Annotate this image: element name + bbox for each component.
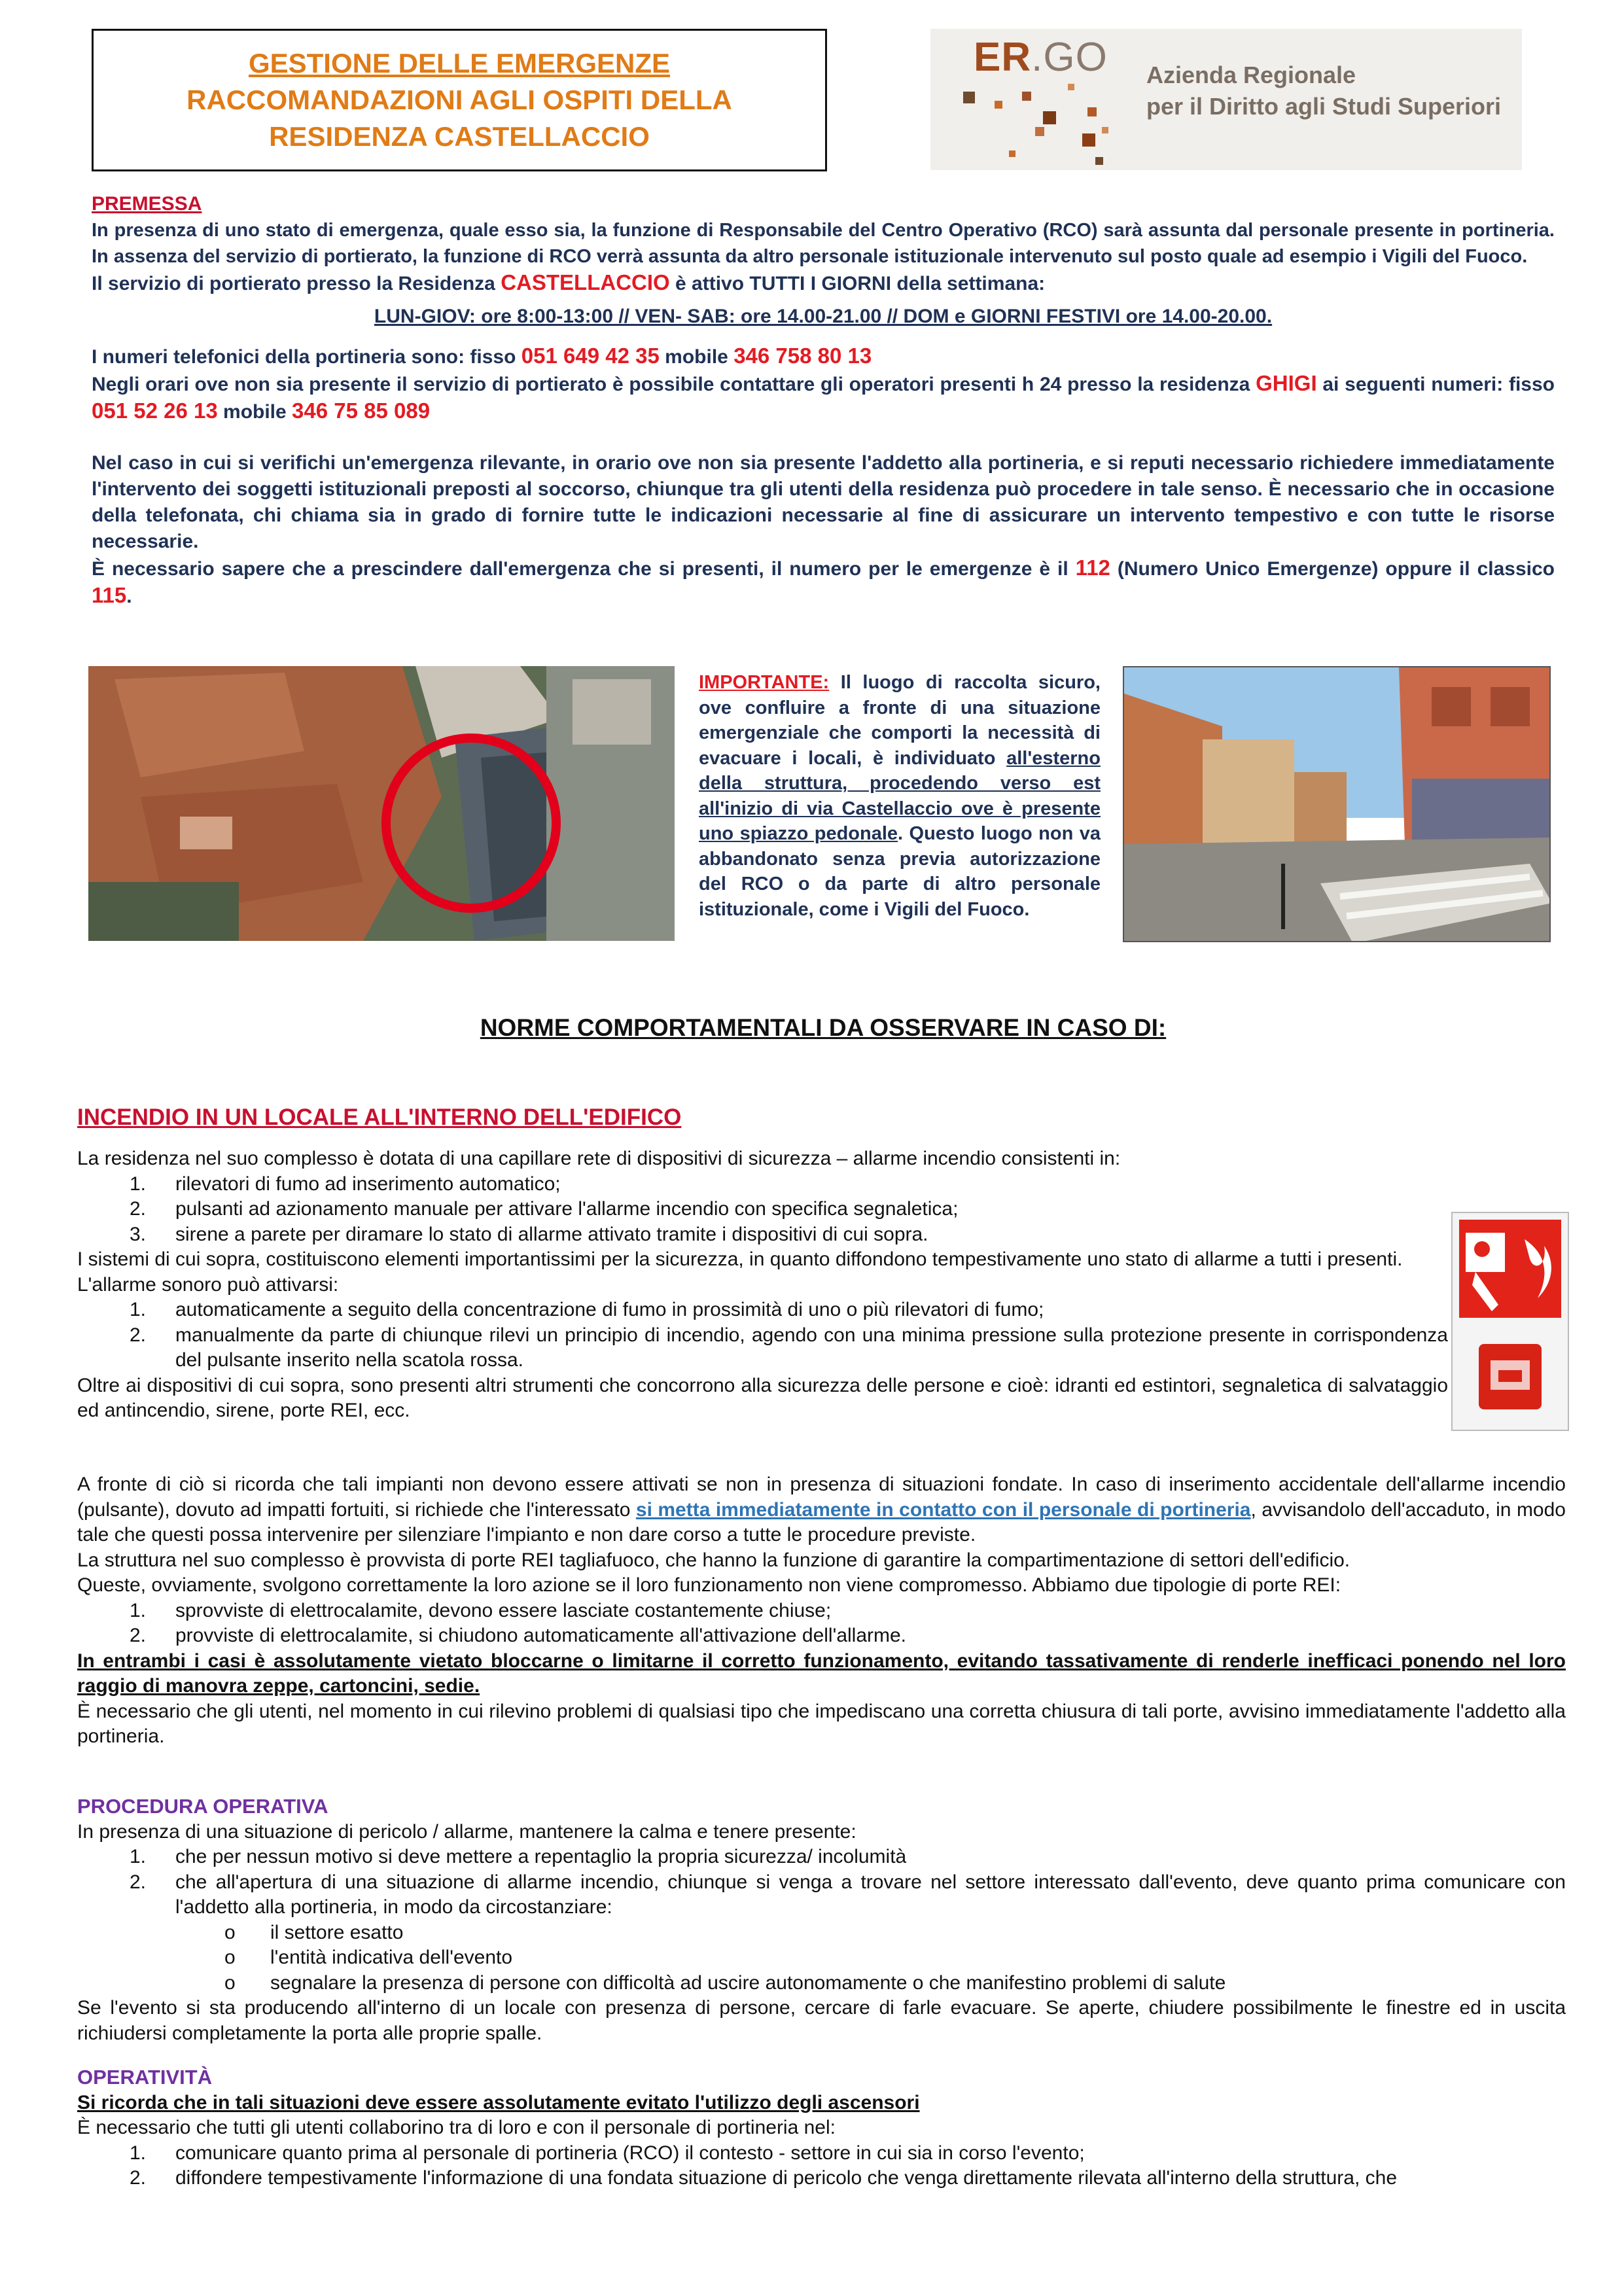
street-photo xyxy=(1123,666,1551,942)
allarme-paragraph: L'allarme sonoro può attivarsi: xyxy=(77,1273,339,1296)
list-item: 2. provviste di elettrocalamite, si chiudono automaticamente all'attivazione dell'allarme. xyxy=(130,1625,907,1646)
list-item: 2. pulsanti ad azionamento manuale per attivare l'allarme incendio con specifica segnaletica; xyxy=(130,1198,959,1220)
portineria-phones: I numeri telefonici della portineria sono: fisso 051 649 42 35 mobile 346 758 80 13 xyxy=(92,344,872,368)
norme-title: NORME COMPORTAMENTALI DA OSSERVARE IN CASO DI: xyxy=(480,1014,1167,1041)
necessario-paragraph: È necessario che gli utenti, nel momento in cui rilevino problemi di qualsiasi tipo che impediscano una corretta chiusura di tali porte, avvisino immediatamente l'addetto alla portineria. xyxy=(77,1700,1566,1747)
title-box xyxy=(92,29,827,171)
list-item: 2. manualmente da parte di chiunque rilevi un principio di incendio, agendo con una minima pressione sulla protezione presente in corrispondenza del pulsante inserito nella scatola rossa. xyxy=(130,1324,1448,1371)
porte-rei-warning: In entrambi i casi è assolutamente vietato bloccarne o limitarne il corretto funzionamento, evitando tassativamente di renderle inefficaci ponendo nel loro raggio di manovra zeppe, cartoncini, sedie. xyxy=(77,1650,1566,1697)
oltre-paragraph: Oltre ai dispositivi di cui sopra, sono presenti altri strumenti che concorrono alla sicurezza delle persone e cioè: idranti ed estintori, segnaletica di salvataggio ed antincendio, sirene, porte REI, ecc. xyxy=(77,1374,1448,1421)
incendio-body-top xyxy=(77,1146,1448,1424)
operativita-intro: È necessario che tutti gli utenti collaborino tra di loro e con il personale di portineria nel: xyxy=(77,2117,836,2138)
queste-paragraph: Queste, ovviamente, svolgono correttamente la loro azione se il loro funzionamento non viene compromesso. Abbiamo due tipologie di porte REI: xyxy=(77,1574,1341,1596)
list-item: 1. comunicare quanto prima al personale di portineria (RCO) il contesto - settore in cui sia in corso l'evento; xyxy=(130,2142,1085,2164)
incendio-intro: La residenza nel suo complesso è dotata di una capillare rete di dispositivi di sicurezza – allarme incendio consistenti in: xyxy=(77,1148,1121,1169)
incendio-body-bottom xyxy=(77,1472,1566,1750)
list-item: o il settore esatto xyxy=(224,1921,404,1943)
logo-ergo-text: ER.GO xyxy=(974,35,1108,80)
procedura-intro: In presenza di una situazione di pericolo / allarme, mantenere la calma e tenere presente: xyxy=(77,1820,856,1843)
premessa-heading: PREMESSA xyxy=(92,193,202,215)
list-item: 2. diffondere tempestivamente l'informazione di una fondata situazione di pericolo che venga direttamente rilevata all'interno della struttura, che xyxy=(130,2167,1398,2189)
procedura-section xyxy=(77,1794,1566,2046)
logo-line-1: Azienda Regionale xyxy=(1146,62,1356,88)
title-line-2: RACCOMANDAZIONI AGLI OSPITI DELLA xyxy=(186,84,732,115)
premessa-section xyxy=(92,191,1555,610)
title-line-3: RESIDENZA CASTELLACCIO xyxy=(269,121,650,152)
struttura-paragraph: La struttura nel suo complesso è provvista di porte REI tagliafuoco, che hanno la funzione di garantire la compartimentazione di settori dell'edificio. xyxy=(77,1549,1350,1571)
ghigi-phones: Negli orari ove non sia presente il servizio di portierato è possibile contattare gli operatori presenti h 24 presso la residenza GHIGI ai seguenti numeri: fisso 051 52 26 13 mobile 346 75 85 089 xyxy=(92,371,1555,423)
premessa-paragraph-3: Nel caso in cui si verifichi un'emergenza rilevante, in orario ove non sia presente l'addetto alla portineria, e si reputi necessario richiedere immediatamente l'intervento dei soggetti istituzionali preposti al soccorso, chiunque tra gli utenti della residenza può procedere in tale senso. È necessario che in occasione della telefonata, chi chiama sia in grado di fornire tutte le indicazioni necessarie al fine di assicurare un intervento tempestivo e con tutte le risorse necessarie. xyxy=(92,452,1555,552)
list-item: 2. che all'apertura di una situazione di allarme incendio, chiunque si venga a trovare nel settore interessato dall'evento, deve quanto prima comunicare con l'addetto alla portineria, in modo da circostanziare: xyxy=(130,1871,1566,1918)
list-item: 1. che per nessun motivo si deve mettere a repentaglio la propria sicurezza/ incolumità xyxy=(130,1846,907,1867)
emergency-numbers-paragraph: È necessario sapere che a prescindere dall'emergenza che si presenti, il numero per le emergenze è il 112 (Numero Unico Emergenze) oppure il classico 115. xyxy=(92,556,1555,607)
aerial-map-image xyxy=(88,666,675,941)
list-item: 1. rilevatori di fumo ad inserimento automatico; xyxy=(130,1173,561,1195)
sistemi-paragraph: I sistemi di cui sopra, costituiscono elementi importantissimi per la sicurezza, in quanto diffondono tempestivamente uno stato di allarme a tutti i presenti. xyxy=(77,1248,1403,1270)
importante-box: IMPORTANTE: Il luogo di raccolta sicuro, ove confluire a fronte di una situazione emergenziale che comporti la necessità di evacuare i locali, è individuato all'esterno della struttura, procedendo verso est all'inizio di via Castellaccio ove è presente uno spiazzo pedonale. Questo luogo non va abbandonato senza previa autorizzazione del RCO o da parte di altro personale istituzionale, come i Vigili del Fuoco. xyxy=(699,672,1101,920)
logo-line-2: per il Diritto agli Studi Superiori xyxy=(1146,93,1502,120)
incendio-heading: INCENDIO IN UN LOCALE ALL'INTERNO DELL'EDIFICO xyxy=(77,1104,682,1130)
premessa-paragraph-1: In presenza di uno stato di emergenza, quale esso sia, la funzione di Responsabile del Centro Operativo (RCO) sarà assunta dal personale presente in portineria. In assenza del servizio di portierato, la funzione di RCO verrà assunta da altro personale istituzionale intervenuto sul posto quale ad esempio i Vigili del Fuoco. xyxy=(92,220,1555,267)
list-item: o l'entità indicativa dell'evento xyxy=(224,1947,513,1968)
list-item: 1. sprovviste di elettrocalamite, devono essere lasciate costantemente chiuse; xyxy=(130,1599,832,1621)
fronte-paragraph: A fronte di ciò si ricorda che tali impianti non devono essere attivati se non in presenza di situazioni fondate. In caso di inserimento accidentale dell'allarme incendio (pulsante), dovuto ad impatti fortuiti, si richiede che l'interessato si metta immediatamente in contatto con il personale di portineria, avvisandolo dell'accaduto, in modo tale che questi possa intervenire per silenziare l'impianto e non dare corso a tutte le procedure previste. xyxy=(77,1474,1566,1545)
portierato-hours: LUN-GIOV: ore 8:00-13:00 // VEN- SAB: ore 14.00-21.00 // DOM e GIORNI FESTIVI ore 14.00-20.00. xyxy=(374,306,1273,327)
ascensori-warning: Si ricorda che in tali situazioni deve essere assolutamente evitato l'utilizzo degli ascensori xyxy=(77,2091,920,2113)
operativita-heading: OPERATIVITÀ xyxy=(77,2066,213,2089)
ergo-logo xyxy=(930,29,1522,170)
operativita-section xyxy=(77,2065,1566,2191)
procedura-heading: PROCEDURA OPERATIVA xyxy=(77,1795,328,1818)
list-item: o segnalare la presenza di persone con difficoltà ad uscire autonomamente o che manifestino problemi di salute xyxy=(224,1971,1226,1994)
portierato-paragraph: Il servizio di portierato presso la Residenza CASTELLACCIO è attivo TUTTI I GIORNI della settimana: xyxy=(92,270,1046,294)
title-line-1: GESTIONE DELLE EMERGENZE xyxy=(248,48,671,79)
list-item: 1. automaticamente a seguito della concentrazione di fumo in prossimità di uno o più rilevatori di fumo; xyxy=(130,1299,1044,1320)
list-item: 3. sirene a parete per diramare lo stato di allarme attivato tramite i dispositivi di cui sopra. xyxy=(130,1223,928,1245)
portineria-contact-link[interactable]: si metta immediatamente in contatto con il personale di portineria xyxy=(635,1498,1251,1521)
fire-alarm-icon xyxy=(1451,1212,1569,1431)
evento-paragraph: Se l'evento si sta producendo all'interno di un locale con presenza di persone, cercare di farle evacuare. Se aperte, chiudere possibilmente le finestre ed in uscita richiudersi completamente la porta alle proprie spalle. xyxy=(77,1997,1566,2044)
